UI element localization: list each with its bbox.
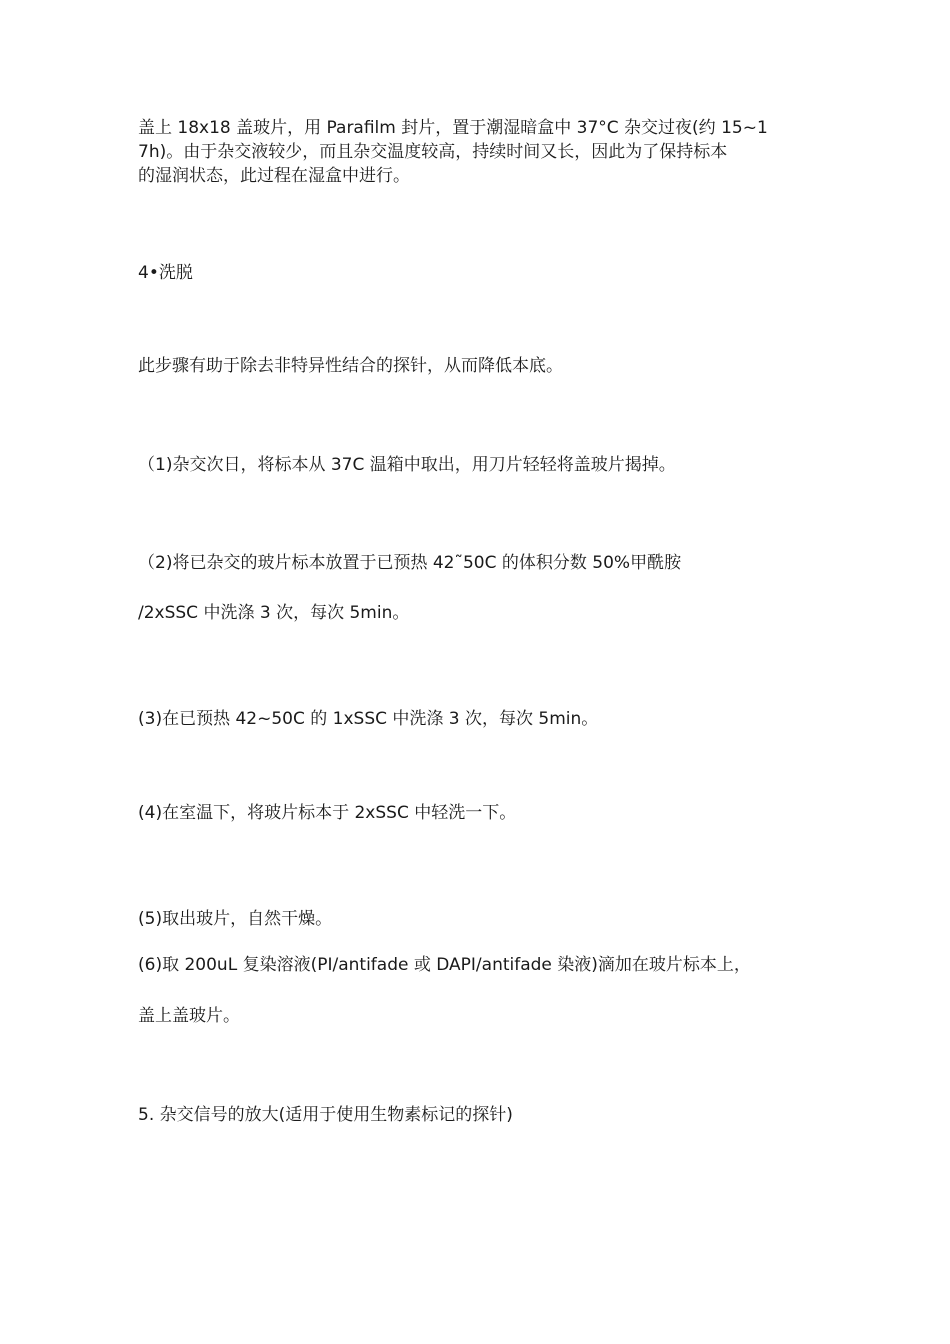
section-heading-5: 5. 杂交信号的放大(适用于使用生物素标记的探针) xyxy=(138,1105,513,1125)
paragraph-line-1: 盖上 18x18 盖玻片，用 Parafilm 封片，置于潮湿暗盒中 37°C 杂交过夜(约 15~1 xyxy=(138,118,768,138)
step-5: (5)取出玻片，自然干燥。 xyxy=(138,909,333,929)
paragraph-line-2: 7h)。由于杂交液较少，而且杂交温度较高，持续时间又长，因此为了保持标本 xyxy=(138,142,728,162)
step-2-line-2: /2xSSC 中洗涤 3 次，每次 5min。 xyxy=(138,603,410,623)
step-1: （1)杂交次日，将标本从 37C 温箱中取出，用刀片轻轻将盖玻片揭掉。 xyxy=(138,455,676,475)
step-2-line-1: （2)将已杂交的玻片标本放置于已预热 42˜50C 的体积分数 50%甲酰胺 xyxy=(138,553,682,573)
intro-sentence: 此步骤有助于除去非特异性结合的探针，从而降低本底。 xyxy=(138,356,563,376)
step-6-line-1: (6)取 200uL 复染溶液(PI/antifade 或 DAPI/antifade 染液)滴加在玻片标本上， xyxy=(138,955,751,975)
step-4: (4)在室温下，将玻片标本于 2xSSC 中轻洗一下。 xyxy=(138,803,517,823)
step-3: (3)在已预热 42~50C 的 1xSSC 中洗涤 3 次，每次 5min。 xyxy=(138,709,599,729)
step-6-line-2: 盖上盖玻片。 xyxy=(138,1006,240,1026)
section-heading-4: 4•洗脱 xyxy=(138,263,193,283)
paragraph-line-3: 的湿润状态，此过程在湿盒中进行。 xyxy=(138,166,410,186)
